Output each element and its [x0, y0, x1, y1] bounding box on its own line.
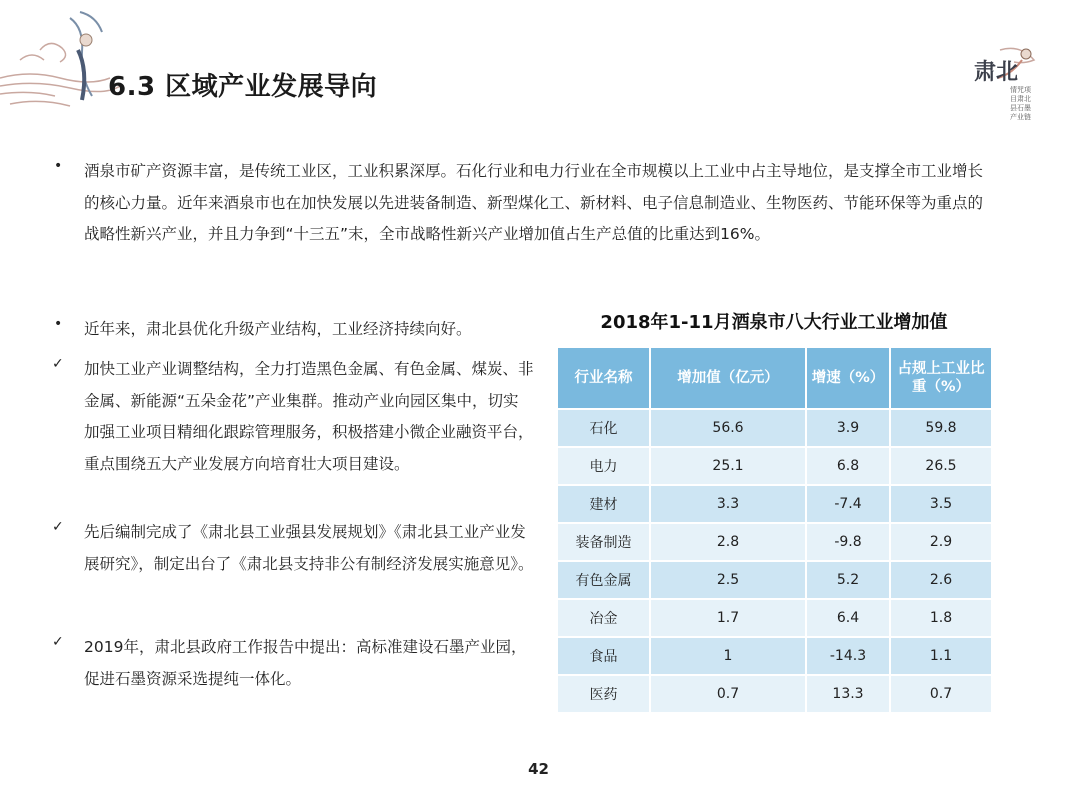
table-cell: 电力	[558, 447, 650, 485]
paragraph-graphite: 2019年，肃北县政府工作报告中提出：高标准建设石墨产业园，促进石墨资源采选提纯一体化。	[84, 638, 527, 688]
table-row	[558, 409, 991, 447]
table-cell: 25.1	[650, 447, 806, 485]
table-cell: 建材	[558, 485, 650, 523]
table-cell: 食品	[558, 637, 650, 675]
paragraph-industry-adjustment: 加快工业产业调整结构，全力打造黑色金属、有色金属、煤炭、非金属、新能源“五朵金花”产业集群。推动产业向园区集中，切实加强工业项目精细化跟踪管理服务，积极搭建小微企业融资平台，重点围绕五大产业发展方向培育壮大项目建设。	[84, 360, 534, 473]
column-header: 行业名称	[558, 348, 650, 409]
table-cell: 26.5	[890, 447, 991, 485]
table-cell: 0.7	[650, 675, 806, 712]
table-cell: 13.3	[806, 675, 890, 712]
industry-value-table	[558, 348, 991, 712]
table-row	[558, 675, 991, 712]
table-cell: 5.2	[806, 561, 890, 599]
table-header-row	[558, 348, 991, 409]
table-cell: 1.1	[890, 637, 991, 675]
bullet-icon: •	[54, 158, 63, 174]
page-number: 42	[528, 760, 549, 778]
logo-text: 肃北	[974, 60, 1019, 85]
column-header: 占规上工业比重（%）	[890, 348, 991, 409]
check-icon: ✓	[52, 634, 64, 650]
table-cell: 石化	[558, 409, 650, 447]
page-title: 6.3 区域产业发展导向	[108, 72, 378, 102]
bullet-icon: •	[54, 316, 63, 332]
table-row	[558, 599, 991, 637]
logo-side-text: 情咒项目肃北县石墨产业链	[1010, 86, 1031, 121]
table-cell: 2.8	[650, 523, 806, 561]
table-cell: 1	[650, 637, 806, 675]
table-row	[558, 637, 991, 675]
table-cell: 59.8	[890, 409, 991, 447]
table-cell: -14.3	[806, 637, 890, 675]
table-cell: 2.5	[650, 561, 806, 599]
table-cell: 装备制造	[558, 523, 650, 561]
table-cell: 0.7	[890, 675, 991, 712]
paragraph-plans: 先后编制完成了《肃北县工业强县发展规划》《肃北县工业产业发展研究》，制定出台了《肃北县支持非公有制经济发展实施意见》。	[84, 523, 534, 573]
table-title: 2018年1-11月酒泉市八大行业工业增加值	[600, 312, 948, 333]
logo	[960, 40, 1040, 160]
column-header: 增速（%）	[806, 348, 890, 409]
table-cell: -9.8	[806, 523, 890, 561]
table-cell: 3.9	[806, 409, 890, 447]
paragraph-jiuquan: 酒泉市矿产资源丰富，是传统工业区，工业积累深厚。石化行业和电力行业在全市规模以上工业中占主导地位，是支撑全市工业增长的核心力量。近年来酒泉市也在加快发展以先进装备制造、新型煤化工、新材料、电子信息制造业、生物医药、节能环保等为重点的战略性新兴产业，并且力争到“十三五”末，全市战略性新兴产业增加值占生产总值的比重达到16%。	[84, 162, 984, 243]
table-cell: 3.5	[890, 485, 991, 523]
table-cell: 2.6	[890, 561, 991, 599]
table-cell: 冶金	[558, 599, 650, 637]
paragraph-subei-overview: 近年来，肃北县优化升级产业结构，工业经济持续向好。	[84, 320, 472, 338]
table-row	[558, 523, 991, 561]
table-cell: 有色金属	[558, 561, 650, 599]
table-cell: 6.4	[806, 599, 890, 637]
table-cell: 医药	[558, 675, 650, 712]
table-cell: 3.3	[650, 485, 806, 523]
table-row	[558, 447, 991, 485]
table-cell: 2.9	[890, 523, 991, 561]
table-cell: 6.8	[806, 447, 890, 485]
table-row	[558, 561, 991, 599]
check-icon: ✓	[52, 519, 64, 535]
table-cell: 56.6	[650, 409, 806, 447]
check-icon: ✓	[52, 356, 64, 372]
table-cell: -7.4	[806, 485, 890, 523]
column-header: 增加值（亿元）	[650, 348, 806, 409]
table-cell: 1.7	[650, 599, 806, 637]
table-cell: 1.8	[890, 599, 991, 637]
table-row	[558, 485, 991, 523]
